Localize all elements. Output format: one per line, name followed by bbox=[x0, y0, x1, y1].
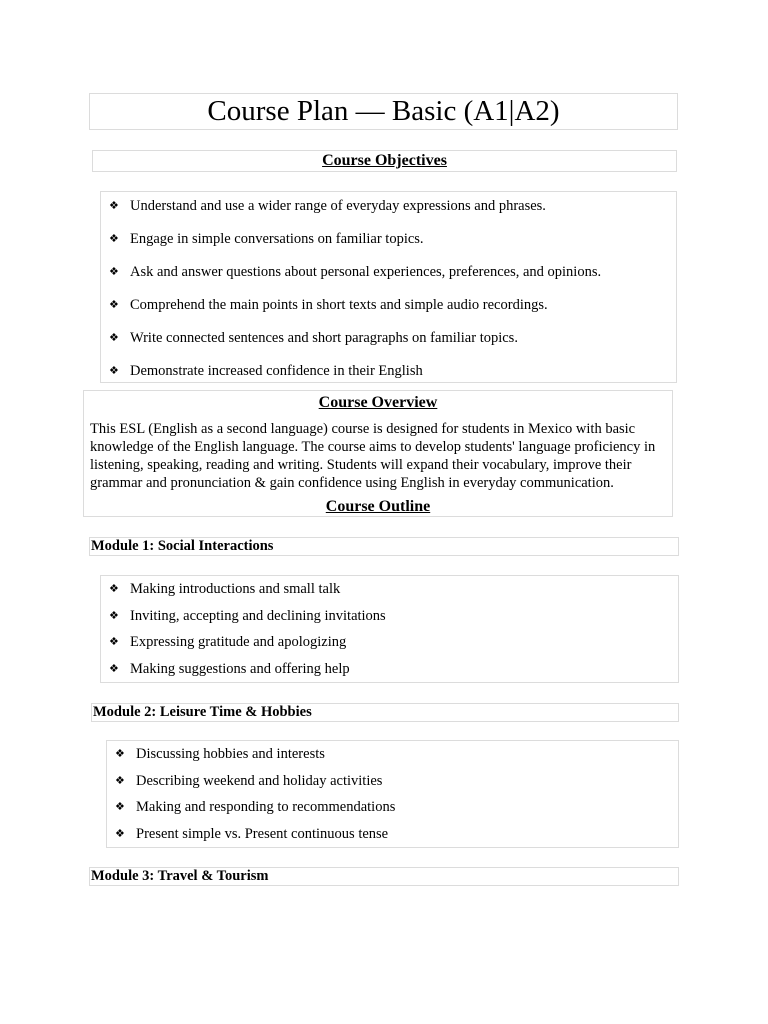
module-title: Module 2: Leisure Time & Hobbies bbox=[93, 704, 312, 720]
module-item-text: Present simple vs. Present continuous tense bbox=[136, 825, 389, 842]
bullet-icon: ❖ bbox=[109, 266, 119, 278]
module-item-text: Discussing hobbies and interests bbox=[136, 746, 325, 762]
objectives-heading: Course Objectives bbox=[322, 152, 447, 169]
objectives-heading-box bbox=[92, 150, 677, 172]
objective-text: Demonstrate increased confidence in their English bbox=[130, 363, 423, 379]
objectives-list bbox=[101, 192, 676, 396]
bullet-icon: ❖ bbox=[109, 299, 119, 311]
objective-text: Comprehend the main points in short texts and simple audio recordings. bbox=[130, 297, 548, 313]
list-item bbox=[101, 581, 678, 608]
bullet-icon: ❖ bbox=[109, 233, 119, 245]
overview-heading: Course Overview bbox=[318, 394, 438, 411]
module-3-header bbox=[89, 867, 679, 886]
bullet-icon: ❖ bbox=[109, 636, 119, 648]
module-title: Module 1: Social Interactions bbox=[91, 538, 274, 554]
module-1-header bbox=[89, 537, 679, 556]
module-1-list bbox=[101, 576, 678, 687]
module-item-text: Making introductions and small talk bbox=[130, 581, 341, 597]
list-item bbox=[101, 198, 676, 231]
bullet-icon: ❖ bbox=[115, 748, 125, 760]
module-2-list-box bbox=[106, 740, 679, 848]
bullet-icon: ❖ bbox=[109, 365, 119, 377]
outline-heading-wrap bbox=[84, 498, 672, 516]
module-2-list bbox=[107, 741, 678, 852]
list-item bbox=[107, 799, 678, 826]
module-1-list-box bbox=[100, 575, 679, 683]
objective-text: Write connected sentences and short paragraphs on familiar topics. bbox=[130, 330, 518, 346]
list-item bbox=[101, 231, 676, 264]
objectives-list-box bbox=[100, 191, 677, 383]
outline-heading: Course Outline bbox=[325, 498, 431, 515]
list-item bbox=[107, 773, 678, 800]
bullet-icon: ❖ bbox=[109, 609, 119, 622]
overview-heading-wrap bbox=[84, 394, 672, 412]
bullet-icon: ❖ bbox=[115, 774, 125, 787]
module-title: Module 3: Travel & Tourism bbox=[91, 868, 269, 884]
list-item bbox=[101, 608, 678, 635]
objective-text: Engage in simple conversations on familiar topics. bbox=[130, 231, 424, 247]
bullet-icon: ❖ bbox=[109, 583, 119, 595]
module-item-text: Making suggestions and offering help bbox=[130, 660, 350, 677]
list-item bbox=[107, 826, 678, 853]
list-item bbox=[107, 746, 678, 773]
overview-paragraph: This ESL (English as a second language) course is designed for students in Mexico with basic knowledge of the English language. The course aims to develop students' language proficiency in listening, speaking, reading and writing. Students will expand their vocabulary, improve their grammar and pronunciation & gain confidence using English in everyday communication. bbox=[90, 421, 656, 491]
module-item-text: Expressing gratitude and apologizing bbox=[130, 634, 347, 650]
list-item bbox=[101, 297, 676, 330]
bullet-icon: ❖ bbox=[115, 801, 125, 813]
list-item bbox=[101, 264, 676, 297]
overview-box bbox=[83, 390, 673, 517]
list-item bbox=[101, 330, 676, 363]
module-item-text: Making and responding to recommendations bbox=[136, 799, 396, 815]
page-title: Course Plan — Basic (A1|A2) bbox=[207, 95, 560, 127]
bullet-icon: ❖ bbox=[109, 200, 119, 212]
bullet-icon: ❖ bbox=[109, 332, 119, 344]
module-item-text: Describing weekend and holiday activities bbox=[136, 772, 383, 789]
bullet-icon: ❖ bbox=[115, 827, 125, 840]
objective-text: Understand and use a wider range of everyday expressions and phrases. bbox=[130, 198, 546, 214]
list-item bbox=[101, 661, 678, 688]
module-2-header bbox=[91, 703, 679, 722]
objective-text: Ask and answer questions about personal experiences, preferences, and opinions. bbox=[130, 264, 602, 280]
list-item bbox=[101, 634, 678, 661]
title-box bbox=[89, 93, 678, 130]
bullet-icon: ❖ bbox=[109, 662, 119, 675]
module-item-text: Inviting, accepting and declining invitations bbox=[130, 607, 386, 624]
